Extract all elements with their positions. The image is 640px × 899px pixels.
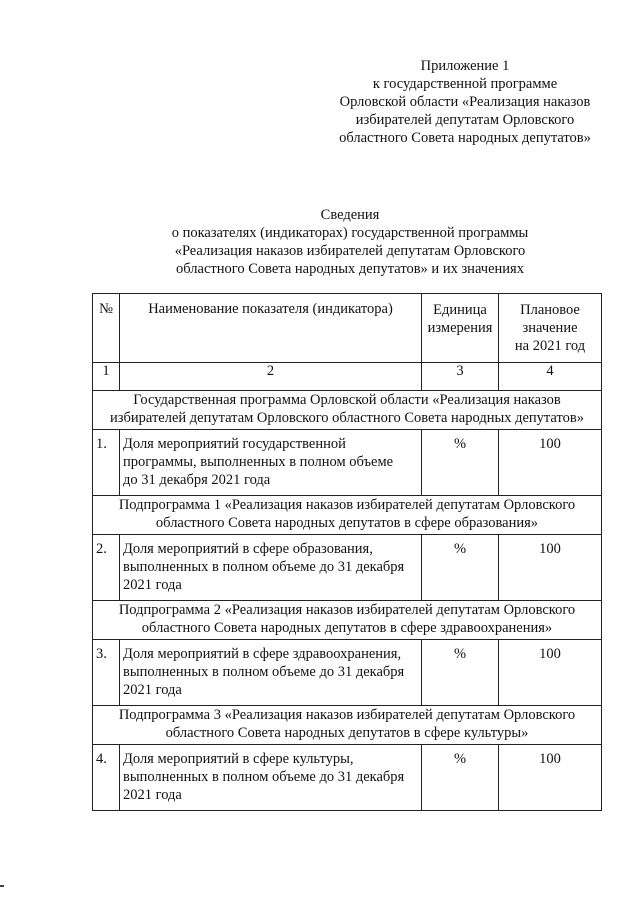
header-unit-line: Единица	[433, 302, 487, 318]
indicator-name	[120, 745, 422, 811]
heading-line: о показателях (индикаторах) государственной программы	[171, 225, 529, 241]
appendix-line: к государственной программе	[372, 76, 558, 92]
indicator-value: 100	[499, 640, 602, 706]
indicator-unit: %	[422, 745, 499, 811]
indicator-name-line: Доля мероприятий в сфере культуры,	[123, 751, 354, 767]
table-row	[93, 640, 602, 706]
indicator-name-line: 2021 года	[123, 787, 182, 803]
indicator-value: 100	[499, 745, 602, 811]
indicator-name-line: 2021 года	[123, 682, 182, 698]
appendix-note	[320, 57, 610, 147]
indicator-name-line: до 31 декабря 2021 года	[123, 472, 271, 488]
column-number: 2	[120, 363, 422, 391]
appendix-line: избирателей депутатам Орловского	[355, 112, 575, 128]
section-title-line: избирателей депутатам Орловского областного Совета народных депутатов»	[110, 410, 584, 426]
column-number: 4	[499, 363, 602, 391]
header-plan-line: Плановое	[520, 302, 580, 318]
indicator-value: 100	[499, 535, 602, 601]
header-plan-line: значение	[522, 320, 578, 336]
header-unit-line: измерения	[427, 320, 493, 336]
document-heading	[95, 206, 605, 278]
page-edge-mark	[0, 885, 4, 887]
column-numbers-row	[93, 363, 602, 391]
appendix-line: областного Совета народных депутатов»	[339, 130, 591, 146]
section-title-line: областного Совета народных депутатов в сфере здравоохранения»	[141, 620, 553, 636]
indicator-name-line: Доля мероприятий в сфере образования,	[123, 541, 373, 557]
indicator-name	[120, 640, 422, 706]
header-num: №	[93, 294, 120, 363]
section-title-row	[93, 601, 602, 640]
indicator-name	[120, 430, 422, 496]
header-unit	[422, 294, 499, 363]
row-number: 2.	[93, 535, 120, 601]
section-title	[93, 601, 602, 640]
indicator-name-line: Доля мероприятий государственной	[123, 436, 346, 452]
table-row	[93, 745, 602, 811]
table-header-row	[93, 294, 602, 363]
section-title-line: Подпрограмма 1 «Реализация наказов избирателей депутатам Орловского	[118, 497, 576, 513]
section-title-row	[93, 391, 602, 430]
indicator-name	[120, 535, 422, 601]
row-number: 3.	[93, 640, 120, 706]
section-title-line: Подпрограмма 3 «Реализация наказов избирателей депутатам Орловского	[118, 707, 576, 723]
heading-line: областного Совета народных депутатов» и их значениях	[176, 261, 524, 277]
indicator-value: 100	[499, 430, 602, 496]
indicator-unit: %	[422, 430, 499, 496]
table-row	[93, 430, 602, 496]
section-title-line: Государственная программа Орловской области «Реализация наказов	[133, 392, 561, 408]
indicator-name-line: программы, выполненных в полном объеме	[123, 454, 394, 470]
section-title-row	[93, 706, 602, 745]
heading-title: Сведения	[320, 207, 380, 223]
indicator-unit: %	[422, 535, 499, 601]
indicators-table	[92, 293, 602, 811]
section-title-row	[93, 496, 602, 535]
section-title	[93, 391, 602, 430]
indicator-name-line: 2021 года	[123, 577, 182, 593]
section-title-line: областного Совета народных депутатов в сфере культуры»	[165, 725, 529, 741]
header-name: Наименование показателя (индикатора)	[120, 294, 422, 363]
row-number: 4.	[93, 745, 120, 811]
column-number: 3	[422, 363, 499, 391]
appendix-line: Орловской области «Реализация наказов	[339, 94, 591, 110]
heading-line: «Реализация наказов избирателей депутатам Орловского	[174, 243, 526, 259]
section-title	[93, 496, 602, 535]
section-title-line: областного Совета народных депутатов в сфере образования»	[155, 515, 539, 531]
indicator-unit: %	[422, 640, 499, 706]
section-title	[93, 706, 602, 745]
indicator-name-line: выполненных в полном объеме до 31 декабря	[123, 559, 405, 575]
indicator-name-line: выполненных в полном объеме до 31 декабря	[123, 664, 405, 680]
indicator-name-line: Доля мероприятий в сфере здравоохранения,	[123, 646, 402, 662]
row-number: 1.	[93, 430, 120, 496]
table-row	[93, 535, 602, 601]
section-title-line: Подпрограмма 2 «Реализация наказов избирателей депутатам Орловского	[118, 602, 576, 618]
indicator-name-line: выполненных в полном объеме до 31 декабря	[123, 769, 405, 785]
appendix-line: Приложение 1	[420, 58, 510, 74]
header-plan-value	[499, 294, 602, 363]
column-number: 1	[93, 363, 120, 391]
header-plan-line: на 2021 год	[514, 338, 586, 354]
